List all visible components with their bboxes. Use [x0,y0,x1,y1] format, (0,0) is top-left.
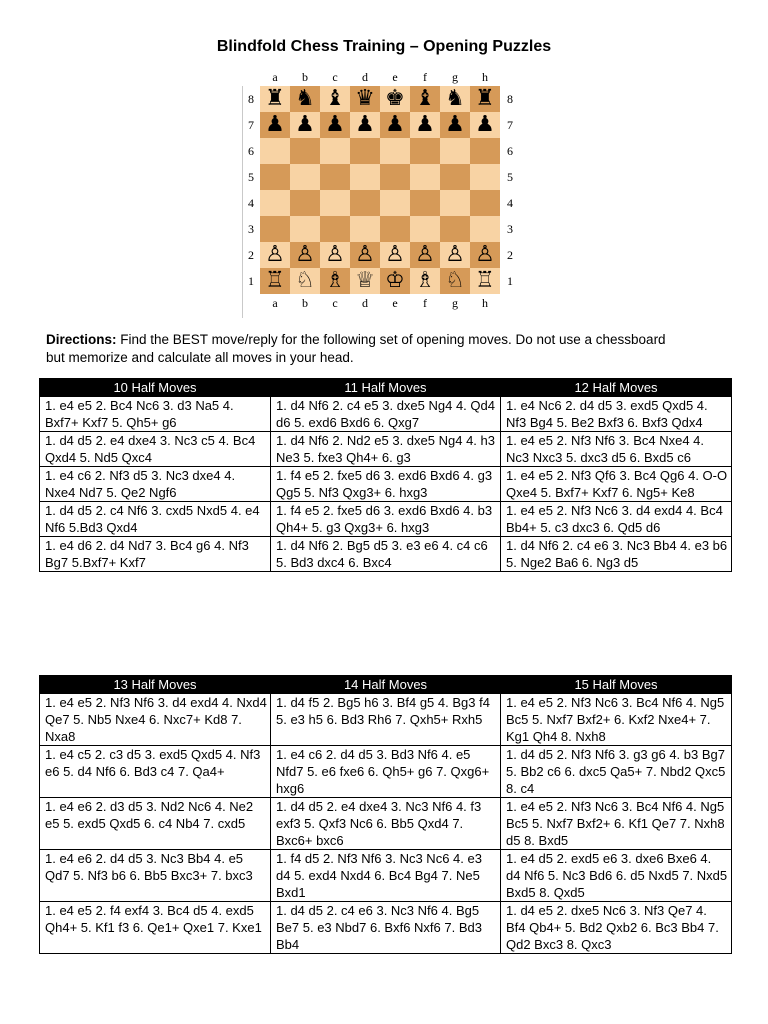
puzzle-cell: 1. f4 e5 2. fxe5 d6 3. exd6 Bxd6 4. g3 Qg5 5. Nf3 Qxg3+ 6. hxg3 [271,467,501,502]
directions-paragraph [46,331,686,367]
square-e5 [380,164,410,190]
square-d2 [350,242,380,268]
white-queen-icon: ♕ [355,268,375,293]
puzzle-cell: 1. e4 c5 2. c3 d5 3. exd5 Qxd5 4. Nf3 e6 5. d4 Nf6 6. Bd3 c4 7. Qa4+ [40,746,271,798]
black-pawn-icon: ♟ [445,112,465,137]
square-h2 [470,242,500,268]
table-row [40,902,732,954]
square-d4 [350,190,380,216]
column-header: 14 Half Moves [271,676,501,694]
black-rook-icon: ♜ [475,86,495,111]
square-h4 [470,190,500,216]
rank-label: 1 [507,274,513,288]
file-labels-top [260,70,500,85]
puzzle-cell: 1. d4 d5 2. Nf3 Nf6 3. g3 g6 4. b3 Bg7 5. Bb2 c6 6. dxc5 Qa5+ 7. Nbd2 Qxc5 8. c4 [501,746,732,798]
rank-label: 7 [507,118,513,132]
puzzle-cell: 1. d4 Nf6 2. c4 e6 3. Nc3 Bb4 4. e3 b6 5. Nge2 Ba6 6. Ng3 d5 [501,537,732,572]
square-b5 [290,164,320,190]
puzzle-cell: 1. d4 d5 2. e4 dxe4 3. Nc3 Nf6 4. f3 exf3 5. Qxf3 Nc6 6. Bb5 Qxd4 7. Bxc6+ bxc6 [271,798,501,850]
square-d3 [350,216,380,242]
file-label: b [302,70,308,84]
square-f2 [410,242,440,268]
puzzle-table-13-15 [39,675,732,954]
black-pawn-icon: ♟ [295,112,315,137]
file-label: g [452,70,458,84]
square-b3 [290,216,320,242]
black-pawn-icon: ♟ [475,112,495,137]
white-pawn-icon: ♙ [445,242,465,267]
square-f8 [410,86,440,112]
square-f4 [410,190,440,216]
black-pawn-icon: ♟ [325,112,345,137]
square-a6 [260,138,290,164]
puzzle-cell: 1. f4 d5 2. Nf3 Nf6 3. Nc3 Nc6 4. e3 d4 5. exd4 Nxd4 6. Bc4 Bg4 7. Ne5 Bxd1 [271,850,501,902]
square-c6 [320,138,350,164]
table-header-row [40,676,732,694]
black-pawn-icon: ♟ [355,112,375,137]
rank-label: 6 [507,144,513,158]
file-label: e [392,296,398,310]
puzzle-cell: 1. e4 e6 2. d3 d5 3. Nd2 Nc6 4. Ne2 e5 5. exd5 Qxd5 6. c4 Nb4 7. cxd5 [40,798,271,850]
puzzle-cell: 1. e4 e5 2. Nf3 Nf6 3. d4 exd4 4. Nxd4 Qe7 5. Nb5 Nxe4 6. Nxc7+ Kd8 7. Nxa8 [40,694,271,746]
puzzle-cell: 1. e4 e5 2. Nf3 Nc6 3. d4 exd4 4. Bc4 Bb4+ 5. c3 dxc3 6. Qd5 d6 [501,502,732,537]
puzzle-cell: 1. e4 e5 2. Nf3 Qf6 3. Bc4 Qg6 4. O-O Qxe4 5. Bxf7+ Kxf7 6. Ng5+ Ke8 [501,467,732,502]
table-row [40,432,732,467]
puzzle-cell: 1. e4 Nc6 2. d4 d5 3. exd5 Qxd5 4. Nf3 Bg4 5. Be2 Bxf3 6. Bxf3 Qdx4 [501,397,732,432]
square-a5 [260,164,290,190]
square-e8 [380,86,410,112]
square-d8 [350,86,380,112]
square-h7 [470,112,500,138]
page-title: Blindfold Chess Training – Opening Puzzles [216,38,552,55]
square-e7 [380,112,410,138]
rank-labels-right [502,86,518,294]
square-c2 [320,242,350,268]
file-label: b [302,296,308,310]
directions-text: Find the BEST move/reply for the following set of opening moves. Do not use a chessboard but memorize and calculate all moves in your head. [46,332,666,365]
rank-label: 4 [507,196,513,210]
square-h1 [470,268,500,294]
square-h8 [470,86,500,112]
square-f3 [410,216,440,242]
black-rook-icon: ♜ [265,86,285,111]
black-knight-icon: ♞ [445,86,465,111]
square-b7 [290,112,320,138]
square-g3 [440,216,470,242]
table-row [40,746,732,798]
white-knight-icon: ♘ [295,268,315,293]
square-c8 [320,86,350,112]
square-b8 [290,86,320,112]
square-c7 [320,112,350,138]
square-h6 [470,138,500,164]
white-rook-icon: ♖ [475,268,495,293]
square-g2 [440,242,470,268]
black-pawn-icon: ♟ [265,112,285,137]
rank-label: 5 [248,170,254,184]
square-e1 [380,268,410,294]
square-g6 [440,138,470,164]
puzzle-cell: 1. e4 c6 2. Nf3 d5 3. Nc3 dxe4 4. Nxe4 Nd7 5. Qe2 Ngf6 [40,467,271,502]
black-king-icon: ♚ [385,86,405,111]
file-label: h [482,296,488,310]
white-pawn-icon: ♙ [475,242,495,267]
table-row [40,798,732,850]
puzzle-table-10-12 [39,378,732,572]
chess-diagram [240,66,518,316]
file-label: c [332,70,338,84]
square-g1 [440,268,470,294]
square-c5 [320,164,350,190]
black-pawn-icon: ♟ [415,112,435,137]
white-rook-icon: ♖ [265,268,285,293]
white-knight-icon: ♘ [445,268,465,293]
puzzle-cell: 1. e4 d5 2. exd5 e6 3. dxe6 Bxe6 4. d4 Nf6 5. Nc3 Bd6 6. d5 Nxd5 7. Nxd5 Bxd5 8. Qxd5 [501,850,732,902]
square-b2 [290,242,320,268]
square-f6 [410,138,440,164]
square-d5 [350,164,380,190]
rank-label: 2 [507,248,513,262]
square-f5 [410,164,440,190]
file-label: e [392,70,398,84]
column-header: 13 Half Moves [40,676,271,694]
puzzle-cell: 1. f4 e5 2. fxe5 d6 3. exd6 Bxd6 4. b3 Qh4+ 5. g3 Qxg3+ 6. hxg3 [271,502,501,537]
column-header: 15 Half Moves [501,676,732,694]
rank-label: 8 [507,92,513,106]
square-a3 [260,216,290,242]
file-label: c [332,296,338,310]
puzzle-cell: 1. d4 Nf6 2. Nd2 e5 3. dxe5 Ng4 4. h3 Ne3 5. fxe3 Qh4+ 6. g3 [271,432,501,467]
table-row [40,537,732,572]
file-label: f [423,70,427,84]
directions-label: Directions: [46,332,117,347]
square-a8 [260,86,290,112]
rank-label: 5 [507,170,513,184]
rank-label: 4 [248,196,254,210]
square-d7 [350,112,380,138]
column-header: 11 Half Moves [271,379,501,397]
table-row [40,467,732,502]
square-b4 [290,190,320,216]
puzzle-cell: 1. e4 e5 2. Nf3 Nc6 3. Bc4 Nf6 4. Ng5 Bc5 5. Nxf7 Bxf2+ 6. Kxf2 Nxe4+ 7. Kg1 Qh4 8. Nxh8 [501,694,732,746]
column-header: 12 Half Moves [501,379,732,397]
square-g4 [440,190,470,216]
puzzle-cell: 1. d4 Nf6 2. Bg5 d5 3. e3 e6 4. c4 c6 5. Bd3 dxc4 6. Bxc4 [271,537,501,572]
rank-label: 3 [248,222,254,236]
rank-label: 6 [248,144,254,158]
table-row [40,850,732,902]
square-d6 [350,138,380,164]
square-f7 [410,112,440,138]
black-pawn-icon: ♟ [385,112,405,137]
puzzle-cell: 1. e4 d6 2. d4 Nd7 3. Bc4 g6 4. Nf3 Bg7 5.Bxf7+ Kxf7 [40,537,271,572]
rank-label: 3 [507,222,513,236]
square-a4 [260,190,290,216]
puzzle-cell: 1. e4 e5 2. Nf3 Nf6 3. Bc4 Nxe4 4. Nc3 Nxc3 5. dxc3 d5 6. Bxd5 c6 [501,432,732,467]
file-labels-bottom [260,296,500,311]
chessboard [260,86,500,294]
square-a7 [260,112,290,138]
file-label: f [423,296,427,310]
puzzle-cell: 1. d4 d5 2. e4 dxe4 3. Nc3 c5 4. Bc4 Qxd4 5. Nd5 Qxc4 [40,432,271,467]
table-row [40,502,732,537]
table-row [40,397,732,432]
file-label: a [272,70,278,84]
square-e3 [380,216,410,242]
table-row [40,694,732,746]
white-pawn-icon: ♙ [355,242,375,267]
black-bishop-icon: ♝ [325,86,345,111]
square-e6 [380,138,410,164]
rank-label: 2 [248,248,254,262]
rank-label: 7 [248,118,254,132]
square-g5 [440,164,470,190]
square-f1 [410,268,440,294]
square-g8 [440,86,470,112]
square-d1 [350,268,380,294]
square-e4 [380,190,410,216]
square-c1 [320,268,350,294]
square-g7 [440,112,470,138]
white-bishop-icon: ♗ [325,268,345,293]
white-bishop-icon: ♗ [415,268,435,293]
puzzle-cell: 1. d4 d5 2. c4 e6 3. Nc3 Nf6 4. Bg5 Be7 5. e3 Nbd7 6. Bxf6 Nxf6 7. Bd3 Bb4 [271,902,501,954]
file-label: d [362,70,368,84]
square-c3 [320,216,350,242]
file-label: a [272,296,278,310]
square-h3 [470,216,500,242]
puzzle-cell: 1. d4 d5 2. c4 Nf6 3. cxd5 Nxd5 4. e4 Nf6 5.Bd3 Qxd4 [40,502,271,537]
black-bishop-icon: ♝ [415,86,435,111]
white-pawn-icon: ♙ [325,242,345,267]
file-label: d [362,296,368,310]
puzzle-cell: 1. e4 e5 2. Nf3 Nc6 3. Bc4 Nf6 4. Ng5 Bc5 5. Nxf7 Bxf2+ 6. Kf1 Qe7 7. Nxh8 d5 8. Bxd5 [501,798,732,850]
square-b1 [290,268,320,294]
black-queen-icon: ♛ [355,86,375,111]
puzzle-cell: 1. e4 e5 2. Bc4 Nc6 3. d3 Na5 4. Bxf7+ Kxf7 5. Qh5+ g6 [40,397,271,432]
file-label: h [482,70,488,84]
puzzle-cell: 1. e4 c6 2. d4 d5 3. Bd3 Nf6 4. e5 Nfd7 5. e6 fxe6 6. Qh5+ g6 7. Qxg6+ hxg6 [271,746,501,798]
white-pawn-icon: ♙ [415,242,435,267]
file-label: g [452,296,458,310]
puzzle-cell: 1. d4 Nf6 2. c4 e5 3. dxe5 Ng4 4. Qd4 d6 5. exd6 Bxd6 6. Qxg7 [271,397,501,432]
white-pawn-icon: ♙ [265,242,285,267]
white-king-icon: ♔ [385,268,405,293]
square-b6 [290,138,320,164]
rank-labels-left [243,86,259,294]
square-a1 [260,268,290,294]
puzzle-cell: 1. d4 f5 2. Bg5 h6 3. Bf4 g5 4. Bg3 f4 5. e3 h5 6. Bd3 Rh6 7. Qxh5+ Rxh5 [271,694,501,746]
rank-label: 1 [248,274,254,288]
square-c4 [320,190,350,216]
square-a2 [260,242,290,268]
table-header-row [40,379,732,397]
square-e2 [380,242,410,268]
puzzle-cell: 1. d4 e5 2. dxe5 Nc6 3. Nf3 Qe7 4. Bf4 Qb4+ 5. Bd2 Qxb2 6. Bc3 Bb4 7. Qd2 Bxc3 8. Qxc3 [501,902,732,954]
puzzle-cell: 1. e4 e5 2. f4 exf4 3. Bc4 d5 4. exd5 Qh4+ 5. Kf1 f3 6. Qe1+ Qxe1 7. Kxe1 [40,902,271,954]
white-pawn-icon: ♙ [295,242,315,267]
rank-label: 8 [248,92,254,106]
column-header: 10 Half Moves [40,379,271,397]
square-h5 [470,164,500,190]
black-knight-icon: ♞ [295,86,315,111]
puzzle-cell: 1. e4 e6 2. d4 d5 3. Nc3 Bb4 4. e5 Qd7 5. Nf3 b6 6. Bb5 Bxc3+ 7. bxc3 [40,850,271,902]
white-pawn-icon: ♙ [385,242,405,267]
